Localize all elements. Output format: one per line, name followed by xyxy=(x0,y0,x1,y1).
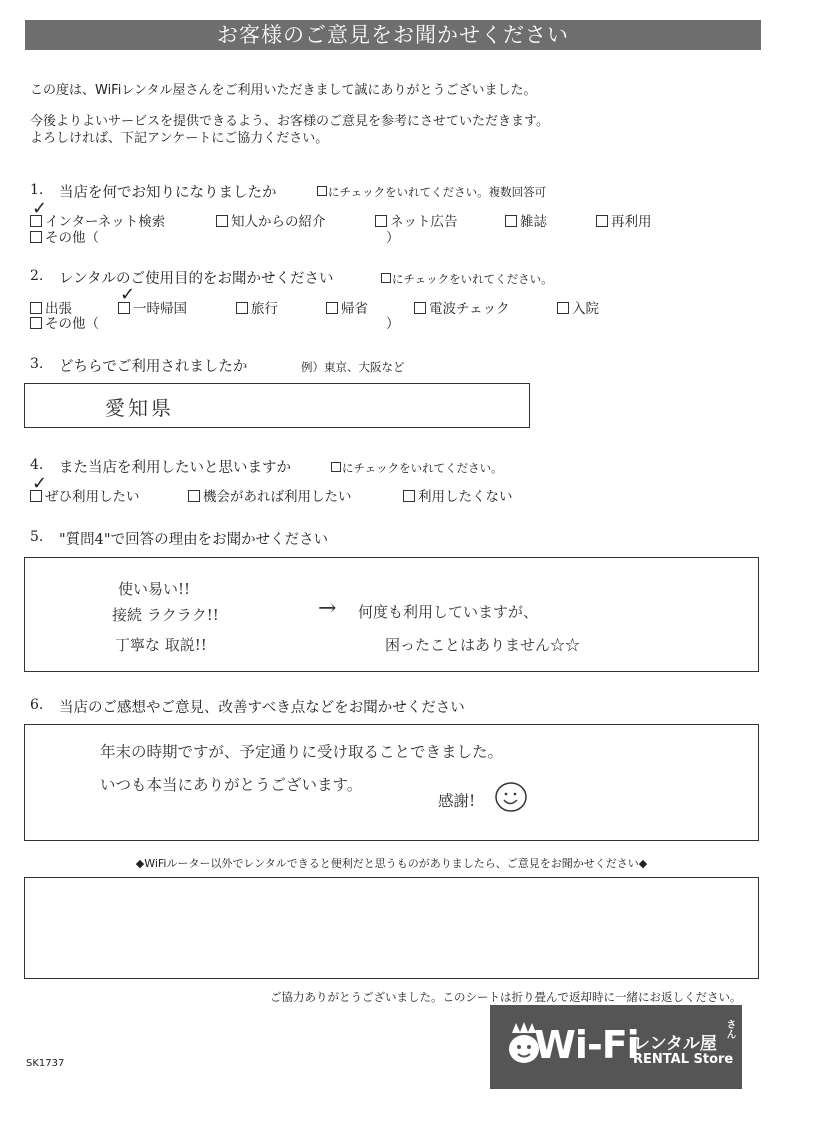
q2-number: 2. xyxy=(30,268,44,284)
footer-thanks: ご協力ありがとうございました。このシートは折り畳んで返却時に一緒にお返しください。 xyxy=(270,990,742,1004)
checkbox-icon[interactable] xyxy=(30,231,42,243)
q5-answer-line-5: 困ったことはありません☆☆ xyxy=(385,636,581,654)
logo-wifi-text: Wi-Fi xyxy=(534,1023,639,1067)
q3-title: どちらでご利用されましたか xyxy=(59,359,248,375)
q3-answer-box[interactable] xyxy=(24,383,530,428)
checkbox-icon[interactable] xyxy=(326,302,338,314)
q6-answer-line-1: 年末の時期ですが、予定通りに受け取ることできました。 xyxy=(100,743,504,761)
q2-option-return-home[interactable]: 帰省 xyxy=(326,297,368,317)
checkbox-icon[interactable] xyxy=(596,215,608,227)
logo-rental-jp: レンタル屋 xyxy=(633,1034,717,1054)
checkmark-icon: ✓ xyxy=(120,284,136,305)
q7-answer-box[interactable] xyxy=(24,877,759,979)
q5-number: 5. xyxy=(30,529,44,545)
q7-title: ◆WiFiルーター以外でレンタルできると便利だと思うものがありましたら、ご意見をお聞かせください◆ xyxy=(135,857,648,870)
q2-option-business[interactable]: 出張 xyxy=(30,297,72,317)
q1-option-internet[interactable]: インターネット検索 xyxy=(30,210,165,230)
q5-title: "質問4"で回答の理由をお聞かせください xyxy=(59,532,329,548)
q2-title: レンタルのご使用目的をお聞かせください xyxy=(59,271,334,287)
q1-option-other[interactable]: その他（ xyxy=(30,226,99,246)
q5-answer-line-1: 使い易い!! xyxy=(118,580,191,598)
checkmark-icon: ✓ xyxy=(32,473,48,494)
q3-example: 例）東京、大阪など xyxy=(301,360,405,374)
checkbox-icon[interactable] xyxy=(216,215,228,227)
q3-answer: 愛知県 xyxy=(105,396,174,420)
q2-option-homecoming[interactable]: 一時帰国 xyxy=(118,297,187,317)
q5-answer-line-3: 丁寧な 取説!! xyxy=(115,636,207,654)
q1-note: にチェックをいれてください。複数回答可 xyxy=(317,184,546,200)
q5-answer-line-4: 何度も利用していますが、 xyxy=(358,603,539,621)
logo-san: さん xyxy=(724,1019,735,1039)
q4-option-definitely[interactable]: ぜひ利用したい xyxy=(30,485,140,505)
q2-option-other[interactable]: その他（ xyxy=(30,312,99,332)
q1-other-close: ） xyxy=(386,230,400,246)
q1-option-friend[interactable]: 知人からの紹介 xyxy=(216,210,326,230)
smiley-face-icon xyxy=(493,780,529,814)
q2-option-hospital[interactable]: 入院 xyxy=(557,297,599,317)
q1-option-magazine[interactable]: 雑誌 xyxy=(505,210,547,230)
checkbox-icon xyxy=(317,186,327,196)
q1-option-reuse[interactable]: 再利用 xyxy=(596,210,652,230)
checkbox-icon xyxy=(381,273,391,283)
q1-option-net-ad[interactable]: ネット広告 xyxy=(375,210,458,230)
intro-line-2: 今後よりよいサービスを提供できるよう、お客様のご意見を参考にさせていただきます。 xyxy=(30,114,549,129)
checkmark-icon: ✓ xyxy=(32,198,48,219)
q6-signoff: 感謝! xyxy=(438,792,476,810)
checkbox-icon[interactable] xyxy=(236,302,248,314)
q4-title: また当店を利用したいと思いますか xyxy=(59,460,291,476)
q1-number: 1. xyxy=(30,182,44,198)
q4-note: にチェックをいれてください。 xyxy=(331,460,503,476)
q2-option-signal-check[interactable]: 電波チェック xyxy=(414,297,510,317)
q4-number: 4. xyxy=(30,457,44,473)
q6-title: 当店のご感想やご意見、改善すべき点などをお聞かせください xyxy=(59,700,465,716)
logo-rental-en: RENTAL Store xyxy=(633,1052,734,1067)
q6-number: 6. xyxy=(30,697,44,713)
q4-option-no[interactable]: 利用したくない xyxy=(403,485,513,505)
page-title: お客様のご意見をお聞かせください xyxy=(25,20,761,50)
wifi-rental-logo xyxy=(490,1005,742,1089)
q6-answer-line-2: いつも本当にありがとうございます。 xyxy=(100,776,363,794)
intro-line-1: この度は、WiFiレンタル屋さんをご利用いただきまして誠にありがとうございました。 xyxy=(30,83,537,98)
checkbox-icon[interactable] xyxy=(188,490,200,502)
q2-option-travel[interactable]: 旅行 xyxy=(236,297,278,317)
checkbox-icon[interactable] xyxy=(414,302,426,314)
q3-number: 3. xyxy=(30,356,44,372)
intro-line-3: よろしければ、下記アンケートにご協力ください。 xyxy=(30,131,329,146)
checkbox-icon[interactable] xyxy=(557,302,569,314)
q5-answer-line-2: 接続 ラクラク!! xyxy=(112,606,219,624)
q4-option-if-chance[interactable]: 機会があれば利用したい xyxy=(188,485,352,505)
checkbox-icon xyxy=(331,462,341,472)
checkbox-icon[interactable] xyxy=(403,490,415,502)
q2-note: にチェックをいれてください。 xyxy=(381,271,553,287)
form-code: SK1737 xyxy=(26,1058,65,1069)
checkbox-icon[interactable] xyxy=(505,215,517,227)
arrow-icon: → xyxy=(318,596,337,621)
checkbox-icon[interactable] xyxy=(30,317,42,329)
q2-other-close: ） xyxy=(386,316,400,332)
q1-title: 当店を何でお知りになりましたか xyxy=(59,185,277,201)
